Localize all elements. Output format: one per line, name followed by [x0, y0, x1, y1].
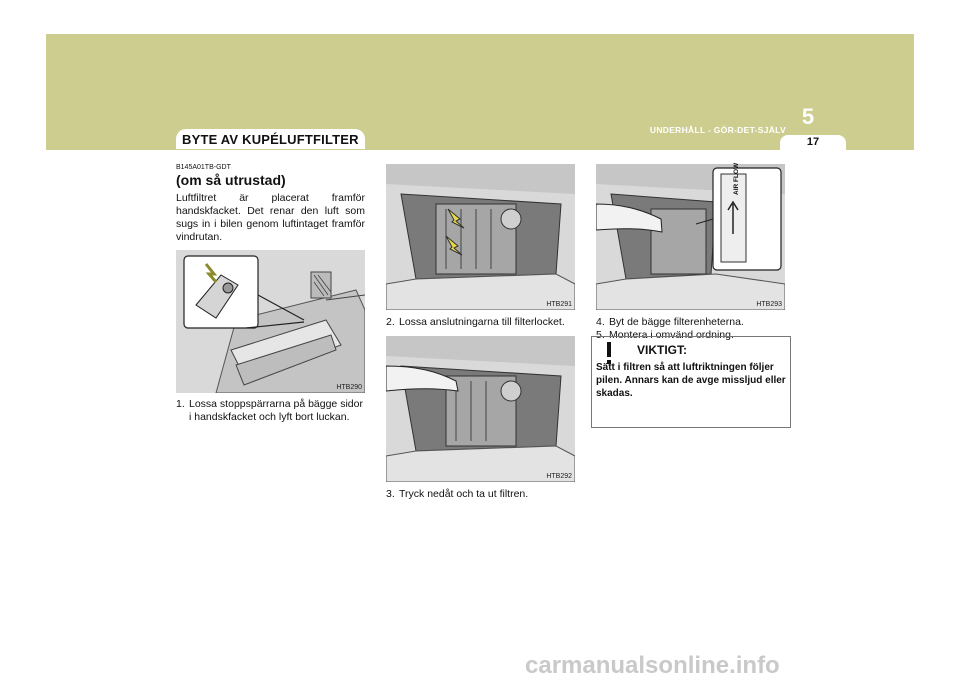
figure-code: HTB291	[546, 301, 572, 308]
chapter-title: UNDERHÅLL - GÖR-DET-SJÄLV	[649, 125, 786, 135]
chapter-number: 5	[801, 104, 815, 129]
warning-text: Sätt i filtren så att luftriktningen följer pilen. Annars kan de avge missljud eller skadas.	[596, 362, 786, 399]
warning-title: VIKTIGT:	[637, 343, 687, 357]
watermark: carmanualsonline.info	[525, 652, 780, 679]
step-3	[386, 488, 586, 501]
figure-htb290	[176, 250, 365, 393]
step-4	[596, 316, 796, 329]
figure-htb291	[386, 164, 575, 310]
section-code: B145A01TB-GDT	[176, 164, 231, 171]
step-text-cont: i handskfacket och lyft bort luckan.	[189, 411, 350, 423]
air-flow-text: AIR FLOW	[733, 162, 740, 195]
figure-htb292	[386, 336, 575, 482]
warning-box	[591, 336, 791, 428]
page-number-tab	[780, 135, 846, 150]
step-text: Montera i omvänd ordning.	[609, 329, 734, 341]
step-text: Byt de bägge filterenheterna.	[609, 316, 744, 328]
step-number: 1.	[176, 398, 185, 410]
subheading: (om så utrustad)	[176, 172, 286, 188]
step-number: 3.	[386, 488, 395, 500]
step-text: Tryck nedåt och ta ut filtren.	[399, 488, 529, 500]
step-number: 4.	[596, 316, 605, 328]
step-number: 5.	[596, 329, 605, 341]
intro-paragraph: Luftfiltret är placerat framför handskfacket. Det renar den luft som sugs in i bilen genom luftintaget framför vindrutan.	[176, 192, 365, 243]
filter-cover-illustration	[386, 164, 575, 310]
figure-code: HTB292	[546, 473, 572, 480]
filter-replacement-illustration	[596, 164, 785, 310]
page-number: 17	[806, 136, 820, 148]
section-tab	[176, 129, 365, 149]
step-1	[176, 398, 365, 424]
figure-htb293	[596, 164, 785, 310]
step-number: 2.	[386, 316, 395, 328]
glovebox-illustration	[176, 250, 365, 393]
figure-code: HTB293	[756, 301, 782, 308]
step-text: Lossa anslutningarna till filterlocket.	[399, 316, 565, 328]
figure-code: HTB290	[336, 384, 362, 391]
step-text: Lossa stoppspärrarna på bägge sidor	[189, 398, 363, 410]
step-2	[386, 316, 586, 329]
filter-removal-illustration	[386, 336, 575, 482]
section-title: BYTE AV KUPÉLUFTFILTER	[182, 132, 359, 147]
